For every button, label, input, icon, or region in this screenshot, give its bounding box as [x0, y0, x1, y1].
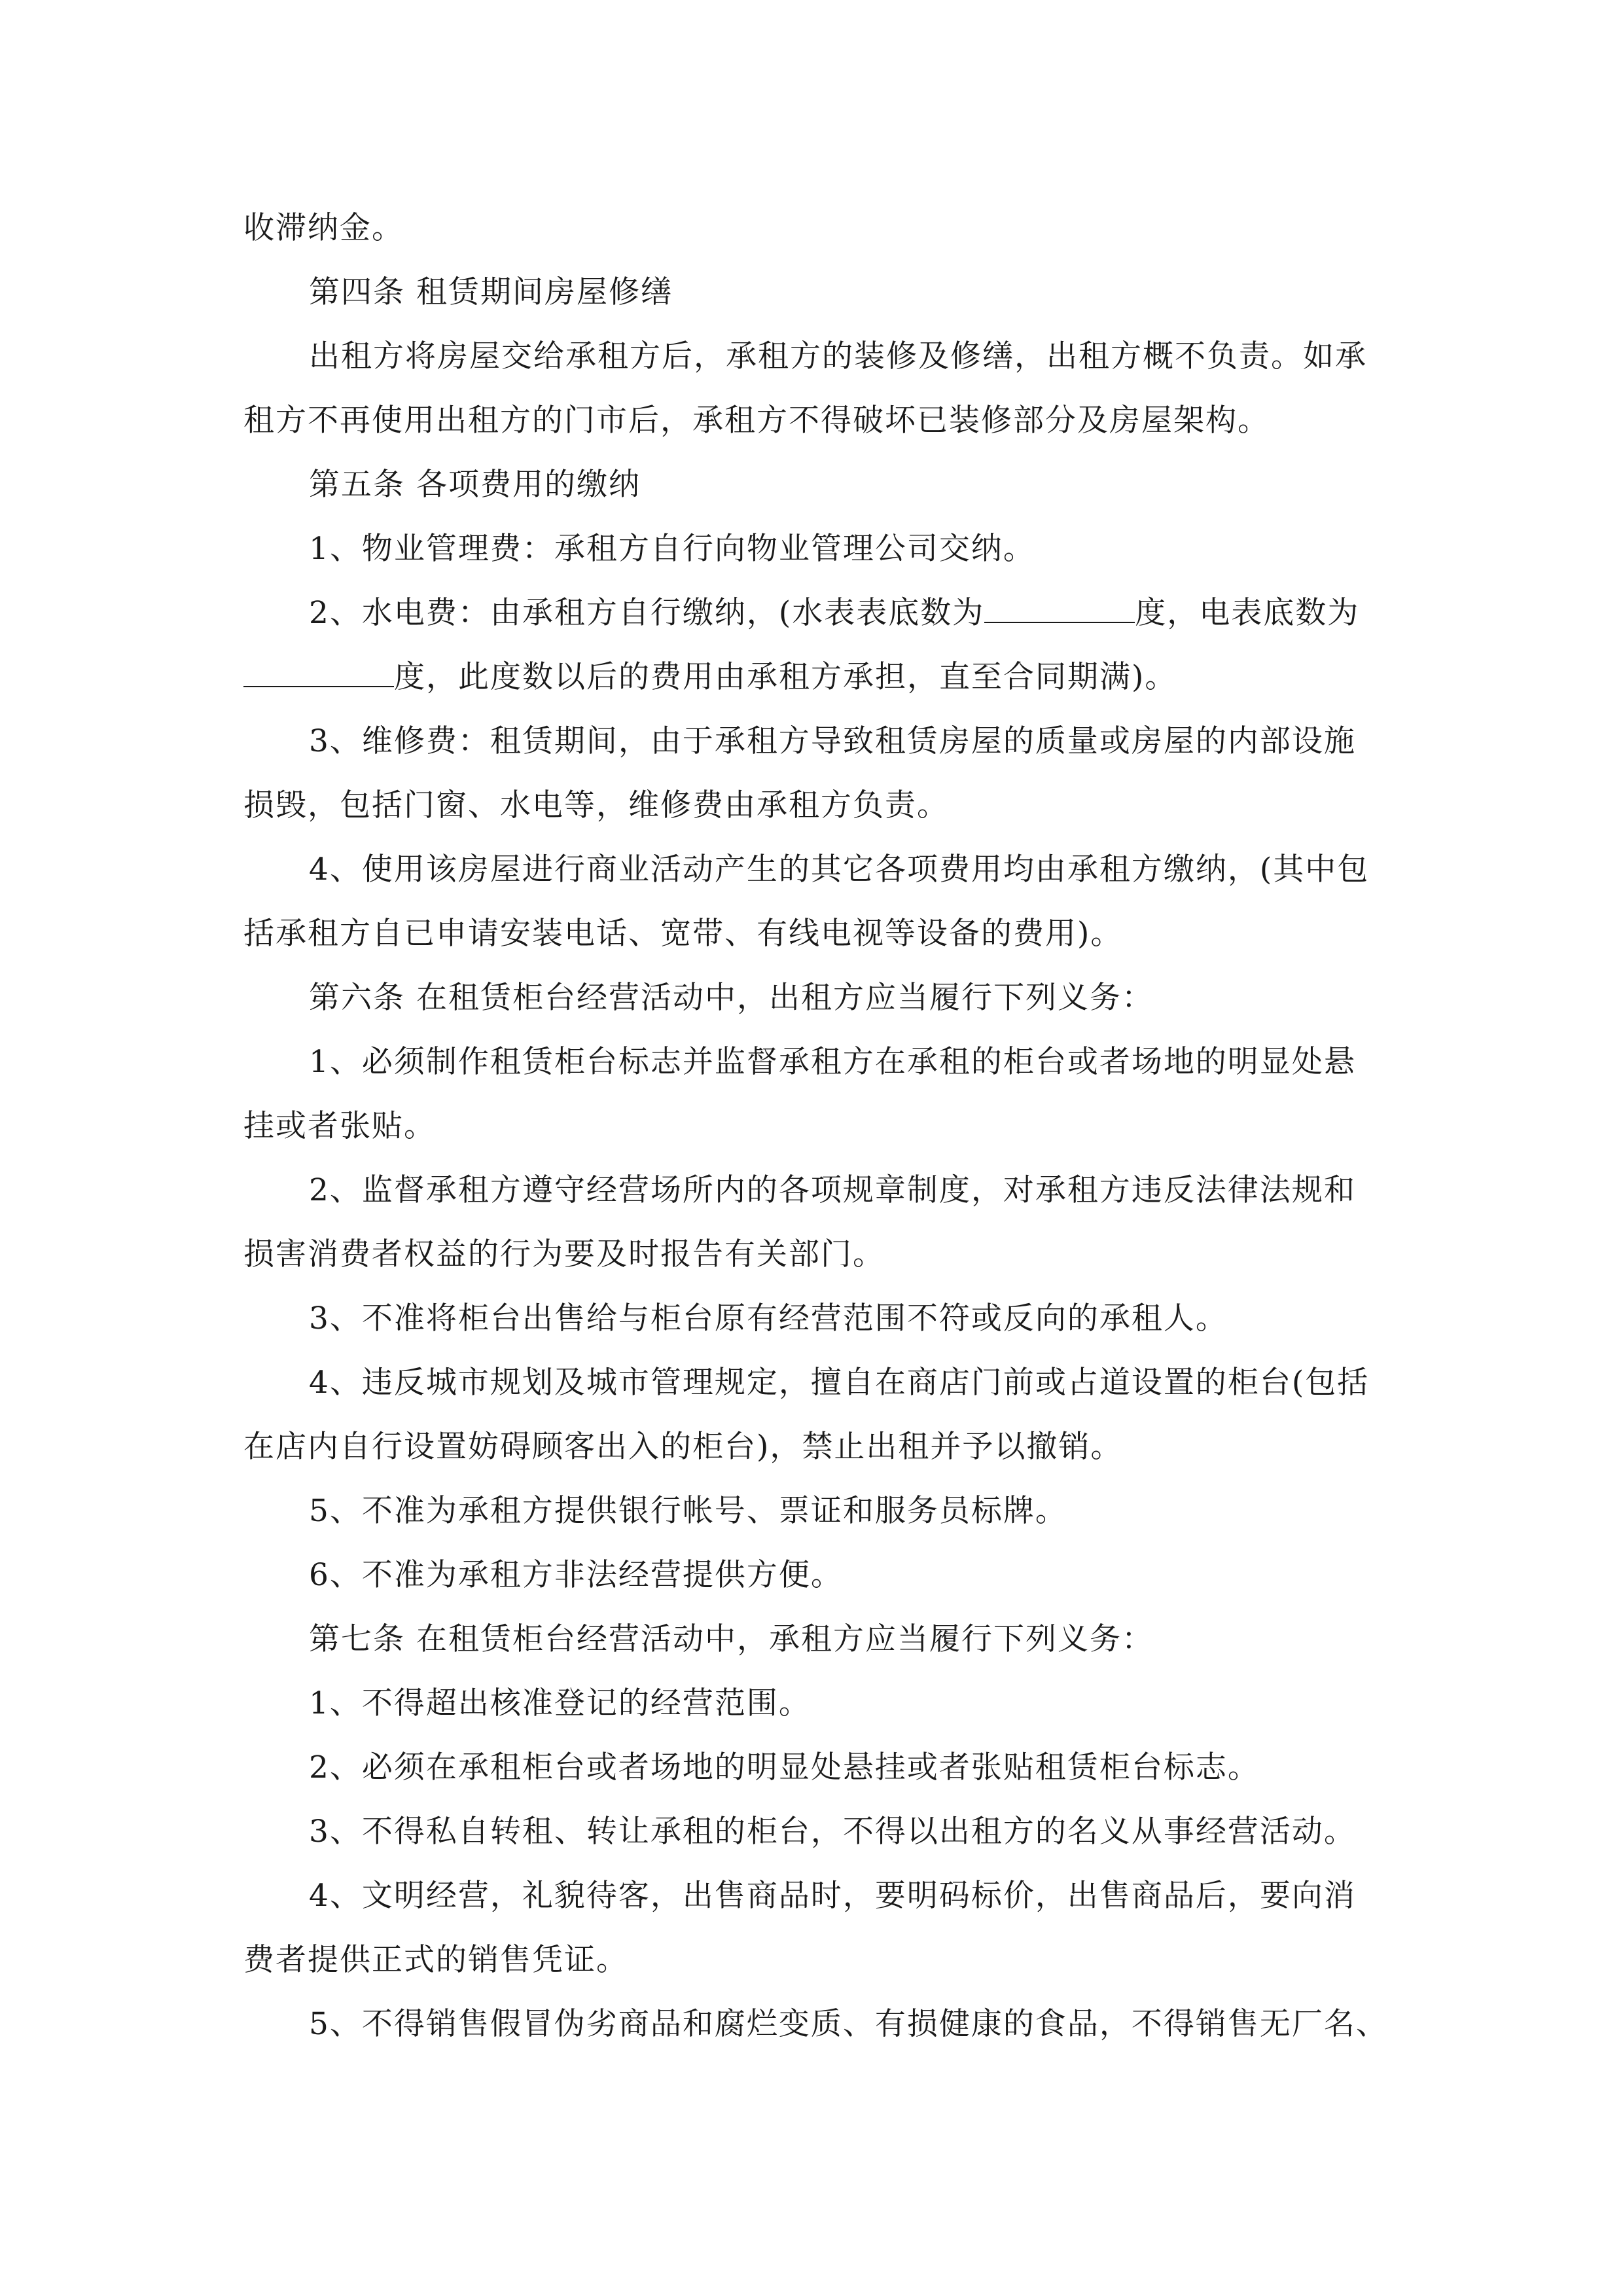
- list-item: 3、不得私自转租、转让承租的柜台，不得以出租方的名义从事经营活动。: [309, 1814, 1356, 1850]
- article-heading: 第六条 在租赁柜台经营活动中，出租方应当履行下列义务：: [309, 980, 1154, 1016]
- list-item: 1、必须制作租赁柜台标志并监督承租方在承租的柜台或者场地的明显处悬: [309, 1044, 1356, 1080]
- list-item: 5、不得销售假冒伪劣商品和腐烂变质、有损健康的食品，不得销售无厂名、: [309, 2006, 1388, 2042]
- paragraph-line: 收滞纳金。: [243, 210, 404, 246]
- article-heading: 第四条 租赁期间房屋修缮: [309, 274, 673, 310]
- list-item: 5、不准为承租方提供银行帐号、票证和服务员标牌。: [309, 1493, 1067, 1529]
- list-item-text: 度，电表底数为: [1135, 595, 1360, 631]
- paragraph-line: 费者提供正式的销售凭证。: [243, 1942, 628, 1978]
- paragraph-line: 挂或者张贴。: [243, 1108, 436, 1144]
- paragraph-line: 租方不再使用出租方的门市后，承租方不得破坏已装修部分及房屋架构。: [243, 403, 1270, 439]
- list-item: 4、使用该房屋进行商业活动产生的其它各项费用均由承租方缴纳，(其中包: [309, 852, 1370, 888]
- list-item: [243, 581, 1382, 645]
- list-item: 1、物业管理费：承租方自行向物业管理公司交纳。: [309, 531, 1035, 567]
- list-item: 4、文明经营，礼貌待客，出售商品时，要明码标价，出售商品后，要向消: [309, 1878, 1356, 1914]
- list-item: 2、监督承租方遵守经营场所内的各项规章制度，对承租方违反法律法规和: [309, 1172, 1356, 1208]
- list-item: 2、必须在承租柜台或者场地的明显处悬挂或者张贴租赁柜台标志。: [309, 1749, 1260, 1785]
- paragraph-line: 出租方将房屋交给承租方后，承租方的装修及修缮，出租方概不负责。如承: [309, 338, 1367, 374]
- list-item: 4、违反城市规划及城市管理规定，擅自在商店门前或占道设置的柜台(包括: [309, 1365, 1370, 1401]
- paragraph-line: 损害消费者权益的行为要及时报告有关部门。: [243, 1236, 885, 1272]
- fill-in-blank: [984, 593, 1135, 623]
- list-item: 3、维修费：租赁期间，由于承租方导致租赁房屋的质量或房屋的内部设施: [309, 723, 1356, 759]
- paragraph-line: 在店内自行设置妨碍顾客出入的柜台)，禁止出租并予以撤销。: [243, 1429, 1123, 1465]
- list-item-text: 2、水电费：由承租方自行缴纳，(水表表底数为: [309, 595, 985, 631]
- list-item: 3、不准将柜台出售给与柜台原有经营范围不符或反向的承租人。: [309, 1300, 1228, 1336]
- article-heading: 第五条 各项费用的缴纳: [309, 467, 641, 503]
- paragraph-line: 损毁，包括门窗、水电等，维修费由承租方负责。: [243, 787, 949, 823]
- paragraph-line: [243, 645, 1382, 709]
- list-item: 1、不得超出核准登记的经营范围。: [309, 1685, 811, 1721]
- article-heading: 第七条 在租赁柜台经营活动中，承租方应当履行下列义务：: [309, 1621, 1154, 1657]
- list-item-text: 度，此度数以后的费用由承租方承担，直至合同期满)。: [394, 659, 1177, 695]
- document-body: [243, 196, 1388, 2056]
- paragraph-line: 括承租方自已申请安装电话、宽带、有线电视等设备的费用)。: [243, 916, 1123, 952]
- fill-in-blank: [243, 657, 394, 687]
- list-item: 6、不准为承租方非法经营提供方便。: [309, 1557, 843, 1593]
